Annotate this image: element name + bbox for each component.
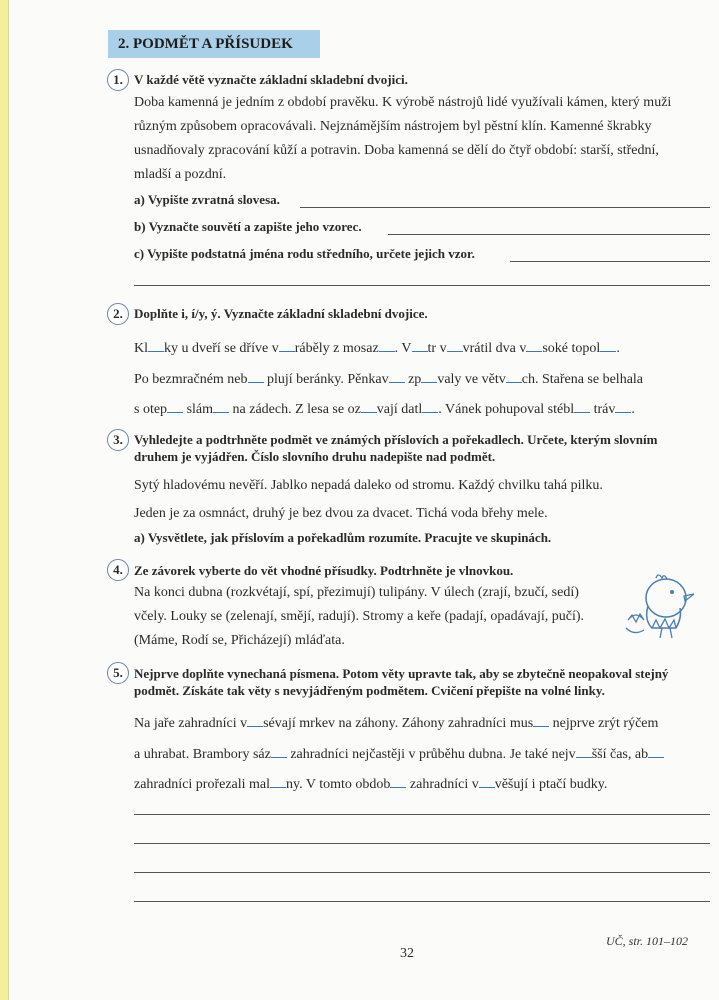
exercise-4-task: Ze závorek vyberte do vět vhodné přísudky. Podtrhněte je vlnovkou. [134, 563, 514, 578]
answer-line[interactable] [510, 261, 710, 262]
blank[interactable] [361, 400, 377, 413]
blank[interactable] [270, 775, 286, 788]
blank[interactable] [648, 745, 664, 758]
blank[interactable] [390, 775, 406, 788]
exercise-2-task: Doplňte i, í/y, ý. Vyznačte základní skladební dvojice. [134, 306, 428, 321]
exercise-5-line-3: zahradníci prořezali mal ny. V tomto obdob zahradníci v věšují i ptačí budky. [134, 777, 608, 792]
exercise-3-text-line: Sytý hladovému nevěří. Jablko nepadá daleko od stromu. Každý chvilku tahá pilku. [134, 478, 603, 493]
exercise-1-question-a: a) Vypište zvratná slovesa. [134, 192, 280, 207]
writing-line[interactable] [134, 814, 710, 815]
exercise-3-question-a: a) Vysvětlete, jak příslovím a pořekadlům rozumíte. Pracujte ve skupinách. [134, 530, 552, 545]
page-edge-strip [0, 0, 8, 1000]
blank[interactable] [148, 339, 164, 352]
exercise-4-text-line: Na konci dubna (rozkvétají, spí, přezimují) tulipány. V úlech (zrají, bzučí, sedí) [134, 585, 579, 600]
blank[interactable] [379, 339, 395, 352]
exercise-1-question-b: b) Vyznačte souvětí a zapište jeho vzorec. [134, 219, 362, 234]
blank[interactable] [574, 400, 590, 413]
exercise-number-4: 4. [107, 559, 129, 581]
blank[interactable] [421, 370, 437, 383]
writing-line[interactable] [134, 872, 710, 873]
blank[interactable] [167, 400, 183, 413]
exercise-1-text-line: různým způsobem opracovávali. Nejznámějším nástrojem byl pěstní klín. Kamenné škrabky [134, 119, 652, 134]
exercise-4-text-line: včely. Louky se (zelenají, smějí, radují). Stromy a keře (padají, opadávají, pučí). [134, 609, 585, 624]
blank[interactable] [526, 339, 542, 352]
answer-line[interactable] [300, 207, 710, 208]
blank[interactable] [533, 714, 549, 727]
exercise-5-line-2: a uhrabat. Brambory sáz zahradníci nejčastěji v průběhu dubna. Je také nejv šší čas, ab [134, 745, 664, 763]
exercise-5-task: podmět. Získáte tak věty s nevyjádřeným podmětem. Cvičení přepište na volné linky. [134, 683, 605, 698]
exercise-number-1: 1. [107, 69, 129, 91]
exercise-1-question-c: c) Vypište podstatná jména rodu středního, určete jejich vzor. [134, 246, 475, 261]
answer-line[interactable] [134, 285, 710, 286]
blank[interactable] [412, 339, 428, 352]
blank[interactable] [506, 370, 522, 383]
blank[interactable] [248, 370, 264, 383]
exercise-5-task: Nejprve doplňte vynechaná písmena. Potom věty upravte tak, aby se zbytečně neopakoval stejný [134, 666, 669, 681]
exercise-4-text-line: (Máme, Rodí se, Přicházejí) mláďata. [134, 633, 345, 648]
textbook-reference: UČ, str. 101–102 [606, 934, 689, 948]
blank[interactable] [479, 775, 495, 788]
exercise-1-text-line: usnadňovaly zpracování kůží a potravin. Doba kamenná se dělí do čtyř období: starší, střední, [134, 143, 659, 158]
blank[interactable] [213, 400, 229, 413]
exercise-1-text-line: mladší a pozdní. [134, 167, 227, 182]
blank[interactable] [271, 745, 287, 758]
writing-line[interactable] [134, 843, 710, 844]
page-number: 32 [400, 946, 414, 961]
exercise-3-task: druhem je vyjádřen. Číslo slovního druhu nadepište nad podmět. [134, 449, 496, 464]
exercise-3-text-line: Jeden je za osmnáct, druhý je bez dvou za dvacet. Tichá voda břehy mele. [134, 506, 548, 521]
blank[interactable] [600, 339, 616, 352]
exercise-2-line-1: Kl ky u dveří se dříve v ráběly z mosaz . V tr v vrátil dva v soké topol . [134, 341, 620, 356]
chick-illustration-icon [622, 570, 702, 642]
exercise-2-line-2: Po bezmračném neb plují beránky. Pěnkav zp valy ve větv ch. Stařena se belhala [134, 372, 644, 387]
writing-line[interactable] [134, 901, 710, 902]
blank[interactable] [279, 339, 295, 352]
blank[interactable] [389, 370, 405, 383]
exercise-number-3: 3. [107, 429, 129, 451]
answer-line[interactable] [388, 234, 710, 235]
exercise-3-task: Vyhledejte a podtrhněte podmět ve známých příslovích a pořekadlech. Určete, kterým slovním [134, 432, 658, 447]
blank[interactable] [615, 400, 631, 413]
blank[interactable] [576, 745, 592, 758]
exercise-2-line-3: s otep slám na zádech. Z lesa se oz vají datl . Vánek pohupoval stébl tráv . [134, 402, 635, 417]
page-edge-line [8, 0, 9, 1000]
exercise-number-2: 2. [107, 303, 129, 325]
exercise-number-5: 5. [107, 662, 129, 684]
section-title: 2. PODMĚT A PŘÍSUDEK [108, 30, 320, 58]
exercise-1-text-line: Doba kamenná je jedním z období pravěku. K výrobě nástrojů lidé využívali kámen, který muži [134, 95, 672, 110]
blank[interactable] [422, 400, 438, 413]
blank[interactable] [247, 714, 263, 727]
blank[interactable] [447, 339, 463, 352]
exercise-1-task: V každé větě vyznačte základní skladební dvojici. [134, 72, 408, 87]
exercise-5-line-1: Na jaře zahradníci v sévají mrkev na záhony. Záhony zahradníci mus nejprve zrýt rýčem [134, 716, 659, 731]
